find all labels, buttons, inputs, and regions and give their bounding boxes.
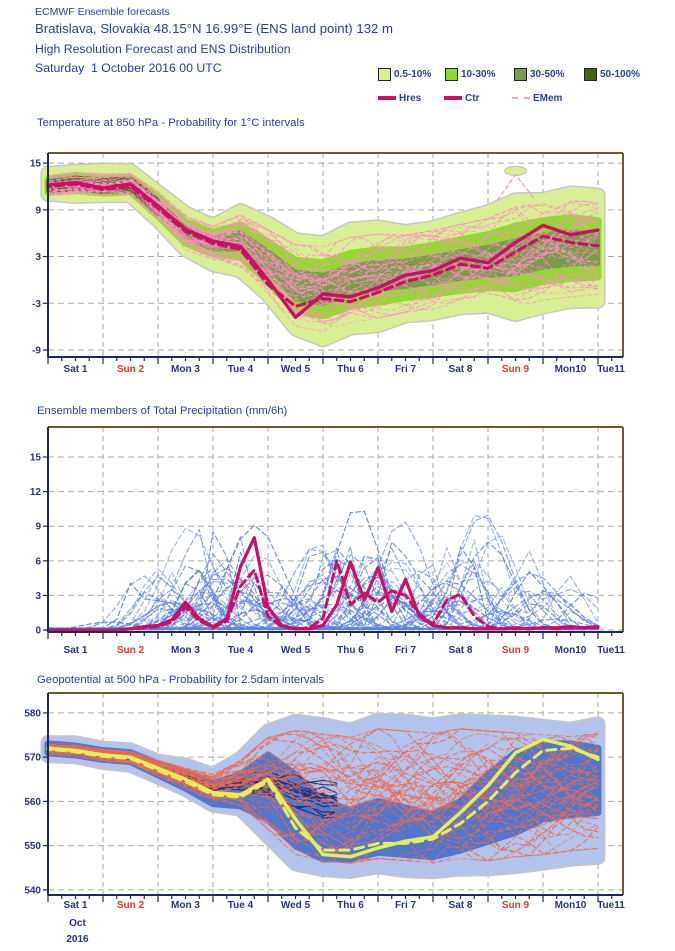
location-title: Bratislava, Slovakia 48.15°N 16.99°E (ENS land point) 132 m — [35, 21, 394, 36]
x-day-label: Sat 8 — [448, 364, 473, 375]
chart-title-precipitation: Ensemble members of Total Precipitation (mm/6h) — [37, 405, 288, 417]
legend-item-prob-1 — [378, 67, 431, 81]
x-month-year-label: Oct — [69, 918, 86, 929]
y-tick-label: 540 — [24, 885, 41, 897]
plot-frame — [43, 427, 623, 639]
ctr-line-icon — [444, 96, 462, 100]
y-tick-label: 3 — [35, 252, 41, 264]
y-tick-label: -9 — [32, 345, 41, 357]
x-day-label: Mon 3 — [171, 900, 200, 911]
x-day-label: Sat 1 — [63, 364, 88, 375]
y-tick-label: 580 — [24, 708, 41, 720]
x-day-label: Wed 5 — [280, 645, 311, 656]
legend-item-hres — [378, 91, 421, 105]
legend-label: 0.5-10% — [394, 68, 432, 80]
legend-item-ctr — [444, 91, 479, 105]
y-tick-label: 0 — [35, 625, 41, 637]
x-day-label: Tue11 — [597, 645, 625, 656]
product-title: High Resolution Forecast and ENS Distribution — [35, 42, 291, 56]
chart-data-layers — [48, 720, 598, 872]
x-day-label: Sat 1 — [63, 900, 88, 911]
legend-label: 30-50% — [530, 68, 565, 80]
x-month-year-label: 2016 — [66, 934, 89, 945]
x-day-label: Sat 8 — [448, 900, 473, 911]
x-day-label: Sun 2 — [116, 645, 145, 656]
x-day-label: Tue11 — [597, 364, 625, 375]
gridlines — [48, 427, 623, 632]
x-day-label: Thu 6 — [337, 364, 364, 375]
legend — [374, 64, 674, 108]
x-day-label: Wed 5 — [280, 900, 311, 911]
x-day-label: Sun 2 — [116, 900, 145, 911]
y-tick-label: 15 — [29, 452, 41, 464]
x-day-label: Mon 3 — [171, 364, 200, 375]
x-day-label: Mon10 — [554, 900, 587, 911]
legend-label: EMem — [533, 92, 563, 104]
x-day-label: Thu 6 — [337, 645, 364, 656]
x-day-label: Sat 1 — [63, 645, 88, 656]
legend-item-prob-3 — [514, 67, 564, 81]
y-tick-label: 560 — [24, 796, 41, 808]
y-tick-label: 9 — [35, 205, 41, 217]
probability-swatch-icon — [378, 68, 391, 81]
x-day-label: Mon10 — [554, 645, 587, 656]
temperature-chart — [0, 140, 675, 400]
x-day-label: Thu 6 — [337, 900, 364, 911]
x-day-label: Tue 4 — [227, 364, 254, 375]
x-day-label: Sun 9 — [501, 364, 530, 375]
y-tick-label: -3 — [32, 298, 41, 310]
x-day-label: Sun 2 — [116, 364, 145, 375]
y-tick-label: 12 — [29, 487, 41, 499]
x-day-label: Mon10 — [554, 364, 587, 375]
legend-item-emem — [512, 91, 562, 105]
legend-item-prob-2 — [445, 67, 495, 81]
x-day-label: Tue11 — [597, 900, 625, 911]
chart-title-temperature: Temperature at 850 hPa - Probability for 1°C intervals — [37, 117, 305, 129]
x-day-label: Fri 7 — [394, 645, 417, 656]
x-day-label: Tue 4 — [227, 900, 254, 911]
x-day-label: Sat 8 — [448, 645, 473, 656]
y-tick-label: 15 — [29, 158, 41, 170]
x-day-label: Fri 7 — [394, 900, 417, 911]
x-day-label: Sun 9 — [501, 900, 530, 911]
legend-label: Ctr — [465, 92, 480, 104]
x-day-label: Sun 9 — [501, 645, 530, 656]
probability-swatch-icon — [514, 68, 527, 81]
y-tick-label: 570 — [24, 752, 41, 764]
y-tick-label: 9 — [35, 521, 41, 533]
precipitation-chart — [0, 420, 675, 668]
x-day-label: Tue 4 — [227, 645, 254, 656]
probability-swatch-icon — [445, 68, 458, 81]
y-tick-label: 550 — [24, 841, 41, 853]
basetime-title: Saturday 1 October 2016 00 UTC — [35, 61, 222, 75]
legend-item-prob-4 — [584, 67, 640, 81]
legend-label: Hres — [399, 92, 422, 104]
y-tick-label: 3 — [35, 590, 41, 602]
chart-title-geopotential: Geopotential at 500 hPa - Probability for 2.5dam intervals — [37, 674, 324, 686]
x-day-label: Fri 7 — [394, 364, 417, 375]
emem-line-icon — [512, 97, 530, 99]
hres-line-icon — [378, 96, 396, 100]
y-tick-label: 6 — [35, 556, 41, 568]
probability-swatch-icon — [584, 68, 597, 81]
page-supertitle: ECMWF Ensemble forecasts — [35, 6, 170, 18]
geopotential-chart — [0, 688, 675, 951]
legend-label: 10-30% — [461, 68, 496, 80]
x-day-label: Wed 5 — [280, 364, 311, 375]
x-day-label: Mon 3 — [171, 645, 200, 656]
legend-label: 50-100% — [600, 68, 641, 80]
